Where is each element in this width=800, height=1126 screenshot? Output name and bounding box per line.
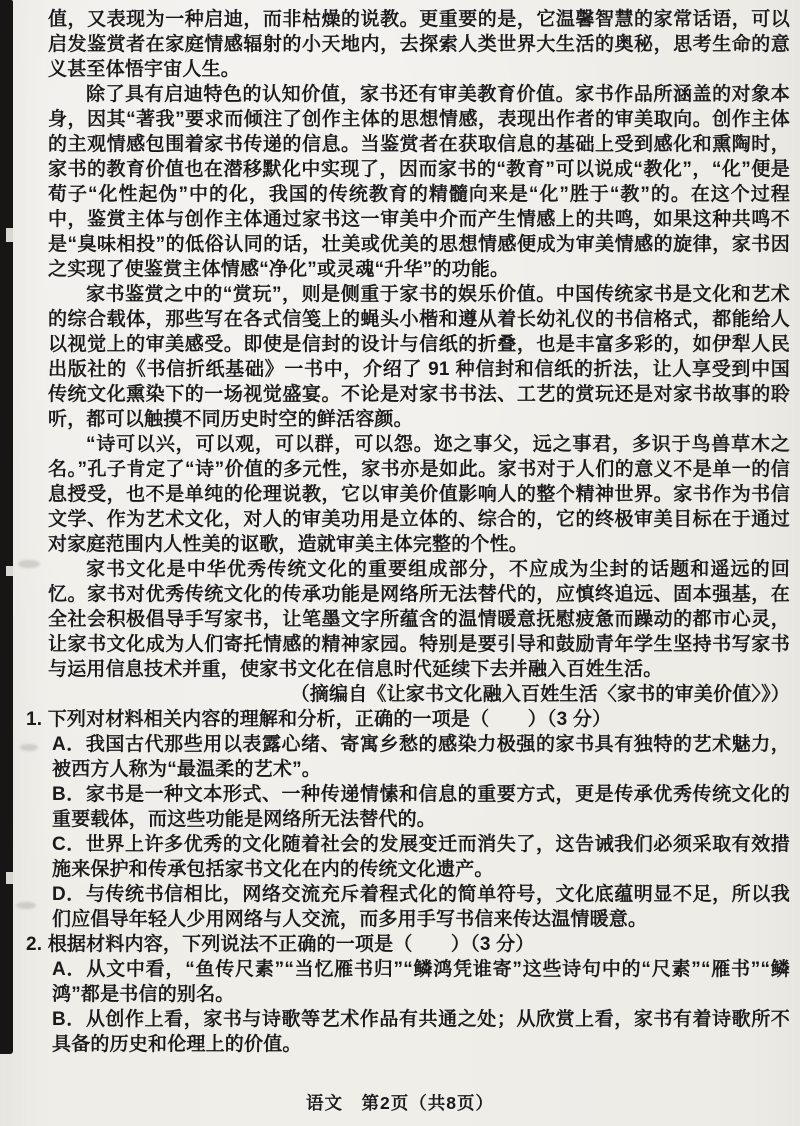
scan-edge-gap <box>6 228 13 242</box>
option-item: B．从创作上看，家书与诗歌等艺术作品有共通之处；从欣赏上看，家书有着诗歌所不具备的历史和伦理上的价值。 <box>52 1009 790 1055</box>
scan-smudge <box>18 560 40 568</box>
option-item: C．世界上许多优秀的文化随着社会的发展变迁而消失了，这告诫我们必须采取有效措施来保护和传承包括家书文化在内的传统文化遗产。 <box>52 834 790 880</box>
body-paragraph: 家书鉴赏之中的“赏玩”，则是侧重于家书的娱乐价值。中国传统家书是文化和艺术的综合载体，那些写在各式信笺上的蝇头小楷和遵从着长幼礼仪的书信格式，都能给人以视觉上的审美感受。即使是信封的设计与信纸的折叠，也是丰富多彩的，如伊犁人民出版社的《书信折纸基础》一书中，介绍了 91 种信封和信纸的折法，让人享受到中国传统文化熏染下的一场视觉盛宴。不论是对家书书法、工艺的赏玩还是对家书故事的聆听，都可以触摸不同历史时空的鲜活容颜。 <box>48 284 790 430</box>
option-item: A．从文中看，“鱼传尺素”“当忆雁书归”“鳞鸿凭谁寄”这些诗句中的“尺素”“雁书”“鳞鸿”都是书信的别名。 <box>52 959 790 1005</box>
attribution-line: （摘编自《让家书文化融入百姓生活〈家书的审美价值〉》） <box>290 684 790 705</box>
option-item: B．家书是一种文本形式、一种传递情愫和信息的重要方式，更是传承优秀传统文化的重要载体，而这些功能是网络所无法替代的。 <box>52 784 790 830</box>
question-stem: 1. 下列对材料相关内容的理解和分析，正确的一项是（ ）（3 分） <box>26 709 612 730</box>
option-item: A．我国古代那些用以表露心绪、寄寓乡愁的感染力极强的家书具有独特的艺术魅力，被西方人称为“最温柔的艺术”。 <box>52 734 790 780</box>
footer-subject-and-page-number: 语文 第2页（共8页） <box>306 1093 494 1113</box>
document-text-column <box>26 7 790 1057</box>
scan-edge-artifact <box>0 0 13 1054</box>
option-item: D．与传统书信相比，网络交流充斥着程式化的简单符号，文化底蕴明显不足，所以我们应倡导年轻人少用网络与人交流，而多用手写书信来传达温情暖意。 <box>52 884 790 930</box>
body-paragraph: “诗可以兴，可以观，可以群，可以怨。迩之事父，远之事君，多识于鸟兽草木之名。”孔子肯定了“诗”价值的多元性，家书亦是如此。家书对于人们的意义不是单一的信息授受，也不是单纯的伦理说教，它以审美价值影响人的整个精神世界。家书作为书信文学、作为艺术文化，对人的审美功用是立体的、综合的，它的终极审美目标在于通过对家庭范围内人性美的讴歌，造就审美主体完整的个性。 <box>48 434 790 555</box>
page-footer <box>0 1090 800 1115</box>
question-stem: 2. 根据材料内容，下列说法不正确的一项是（ ）（3 分） <box>26 934 535 955</box>
scan-smudge <box>20 744 38 751</box>
scan-edge-gap <box>6 872 13 884</box>
body-paragraph: 除了具有启迪特色的认知价值，家书还有审美教育价值。家书作品所涵盖的对象本身，因其“著我”要求而倾注了创作主体的思想情感，表现出作者的审美取向。创作主体的主观情感包围着家书传递的信息。当鉴赏者在获取信息的基础上受到感化和熏陶时，家书的教育价值也在潜移默化中实现了，因而家书的“教育”可以说成“教化”，“化”便是荀子“化性起伪”中的化，我国的传统教育的精髓向来是“化”胜于“教”的。在这个过程中，鉴赏主体与创作主体通过家书这一审美中介而产生情感上的共鸣，如果这种共鸣不是“臭味相投”的低俗认同的话，壮美或优美的思想情感便成为审美情感的旋律，家书因之实现了使鉴赏主体情感“净化”或灵魂“升华”的功能。 <box>48 84 790 280</box>
scan-smudge <box>16 902 36 909</box>
scan-edge-gap <box>6 566 13 576</box>
body-paragraph: 值，又表现为一种启迪，而非枯燥的说教。更重要的是，它温馨智慧的家常话语，可以启发鉴赏者在家庭情感辐射的小天地内，去探索人类世界大生活的奥秘，思考生命的意义甚至体悟宇宙人生。 <box>48 9 790 80</box>
body-paragraph: 家书文化是中华优秀传统文化的重要组成部分，不应成为尘封的话题和遥远的回忆。家书对优秀传统文化的传承功能是网络所无法替代的，应慎终追远、固本强基，在全社会积极倡导手写家书，让笔墨文字所蕴含的温情暖意抚慰疲惫而躁动的都市心灵，让家书文化成为人们寄托情感的精神家园。特别是要引导和鼓励青年学生坚持书写家书与运用信息技术并重，使家书文化在信息时代延续下去并融入百姓生活。 <box>48 559 790 680</box>
